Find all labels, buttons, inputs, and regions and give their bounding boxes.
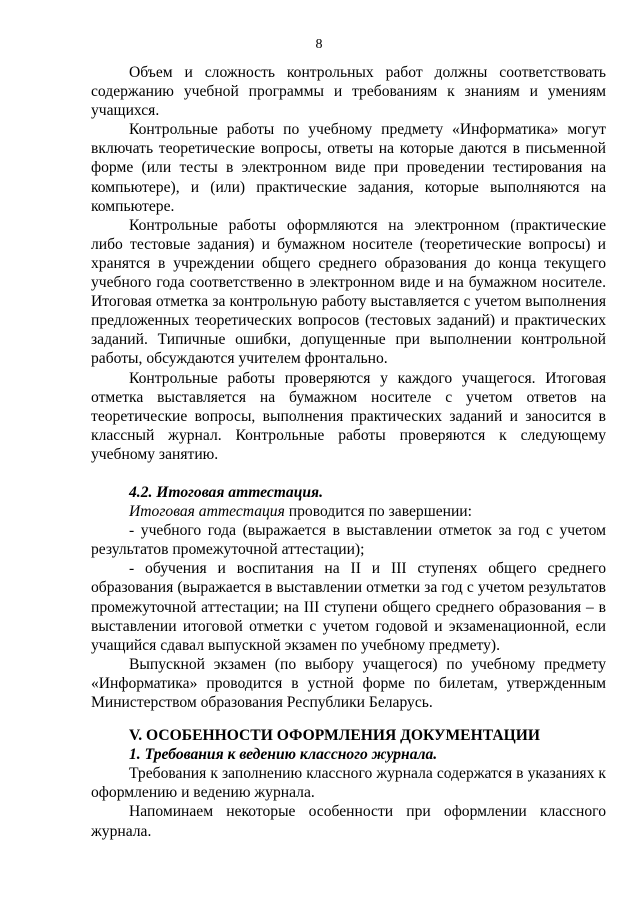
- list-item-year: - учебного года (выражается в выставлении отметок за год с учетом результатов промежуточной аттестации);: [91, 522, 606, 559]
- spacer: [91, 464, 606, 483]
- attestation-term: Итоговая аттестация: [129, 503, 285, 521]
- paragraph-final-exam: Выпускной экзамен (по выбору учащегося) по учебному предмету «Информатика» проводится в устной форме по билетам, утвержденным Министерством образования Республики Беларусь.: [91, 655, 606, 711]
- paragraph-tests-content: Контрольные работы по учебному предмету «Информатика» могут включать теоретические вопросы, ответы на которые даются в письменной форме (или тесты в электронном виде при проведении тестирования на компьютере), и (или) практические задания, которые выполняются на компьютере.: [91, 121, 606, 215]
- section-heading-documentation: V. ОСОБЕННОСТИ ОФОРМЛЕНИЯ ДОКУМЕНТАЦИИ: [129, 727, 540, 745]
- list-item-stages: - обучения и воспитания на II и III ступенях общего среднего образования (выражается в выставлении отметки за год с учетом результатов промежуточной аттестации; на III ступени общего среднего образования – в выставлении итоговой отметки с учетом годовой и экзаменационной, если учащийся сдавал выпускной экзамен по учебному предмету).: [91, 560, 606, 654]
- attestation-rest: проводится по завершении:: [284, 503, 472, 521]
- paragraph-volume: Объем и сложность контрольных работ должны соответствовать содержанию учебной программы и требованиям к знаниям и умениям учащихся.: [91, 64, 606, 120]
- heading-final-attestation: 4.2. Итоговая аттестация.: [129, 483, 323, 501]
- paragraph-journal-reminder: Напоминаем некоторые особенности при оформлении классного журнала.: [91, 803, 606, 840]
- paragraph-tests-check: Контрольные работы проверяются у каждого учащегося. Итоговая отметка выставляется на бумажном носителе с учетом ответов на теоретические вопросы, выполнения практических заданий и заносится в классный журнал. Контрольные работы проверяются к следующему учебному занятию.: [91, 369, 606, 463]
- paragraph-journal-requirements: Требования к заполнению классного журнала содержатся в указаниях к оформлению и ведению журнала.: [91, 765, 606, 802]
- paragraph-tests-storage: Контрольные работы оформляются на электронном (практические либо тестовые задания) и бумажном носителе (теоретические вопросы) и хранятся в учреждении общего среднего образования до конца текущего учебного года соответственно в электронном виде и на бумажном носителе. Итоговая отметка за контрольную работу выставляется с учетом выполнения предложенных теоретических вопросов (тестовых заданий) и практических заданий. Типичные ошибки, допущенные при выполнении контрольной работы, обсуждаются учителем фронтально.: [91, 216, 606, 368]
- page-number: 8: [315, 37, 323, 52]
- spacer: [91, 712, 606, 726]
- document-body: [91, 63, 606, 841]
- subheading-class-journal: 1. Требования к ведению классного журнала.: [129, 746, 438, 764]
- paragraph-attestation-intro: [91, 502, 606, 521]
